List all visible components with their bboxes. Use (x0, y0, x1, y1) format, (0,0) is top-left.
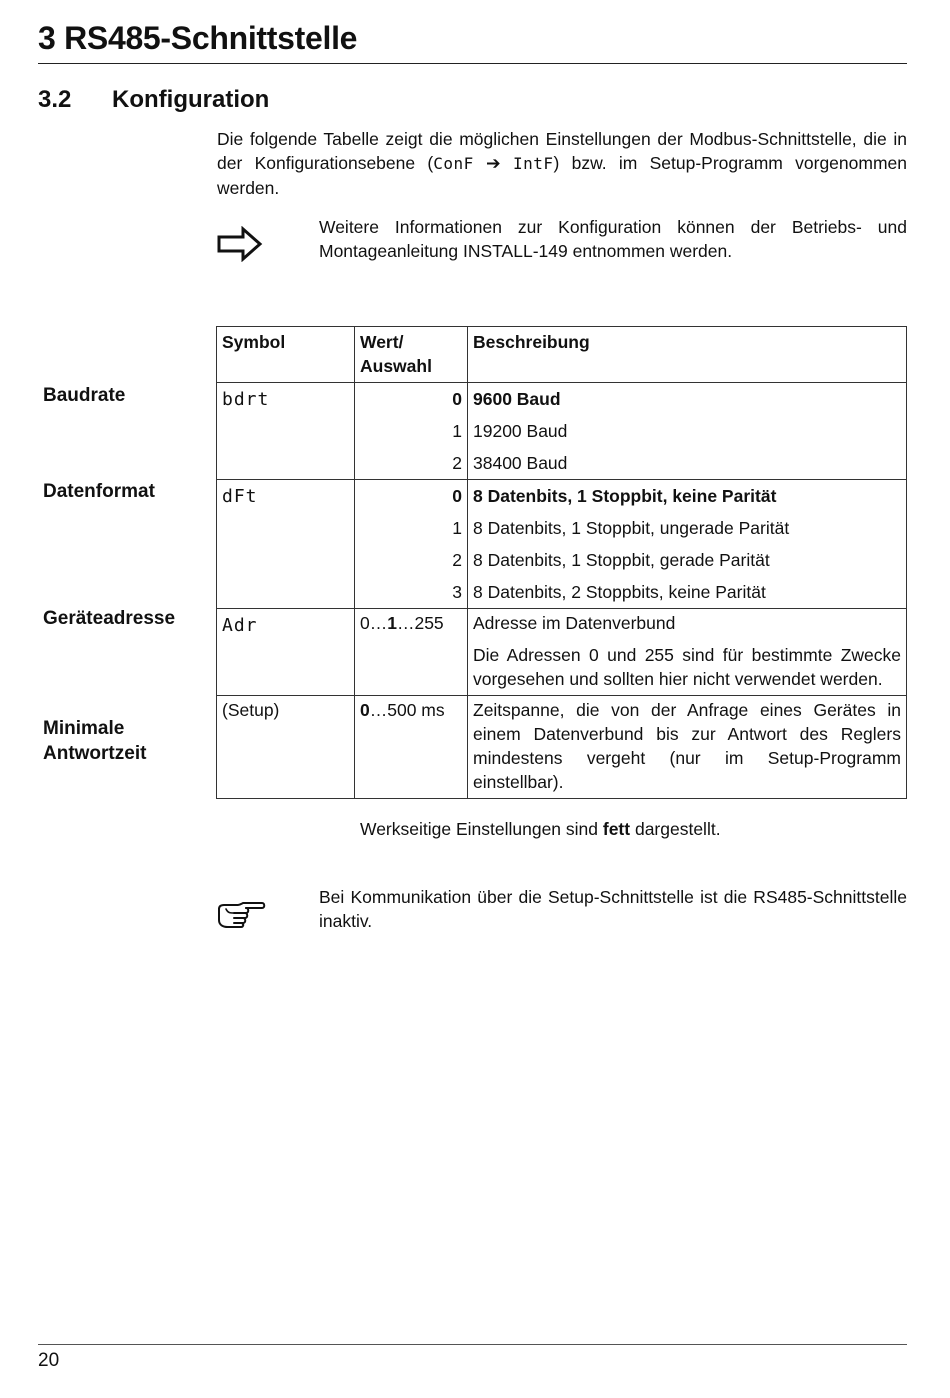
row-label-baudrate: Baudrate (43, 385, 126, 406)
desc-cell: 19200 Baud (468, 415, 907, 447)
footnote-bold: fett (602, 819, 631, 839)
page-number: 20 (38, 1350, 60, 1371)
intro-paragraph (217, 127, 907, 200)
symbol-cell (217, 609, 355, 696)
value-cell: 2 (355, 447, 468, 480)
symbol-cell (217, 383, 355, 480)
value-default: 0 (360, 700, 370, 720)
desc-line-1: Adresse im Datenverbund (473, 613, 676, 633)
footnote-text-1: Werkseitige Einstellungen sind (360, 819, 603, 839)
value-cell (355, 609, 468, 696)
row-label-antwortzeit (43, 716, 146, 766)
intro-arrow: ➔ (473, 153, 513, 173)
arrow-right-icon (217, 226, 263, 262)
table-row (217, 383, 907, 416)
header-beschreibung: Beschreibung (468, 327, 907, 383)
value-cell: 2 (355, 544, 468, 576)
note-info-text: Weitere Informationen zur Konfiguration können der Betriebs- und Montageanleitung INSTALL-149 entnommen werden. (319, 217, 907, 261)
header-wert (355, 327, 468, 383)
value-max: …255 (396, 613, 444, 633)
value-cell: 1 (355, 512, 468, 544)
desc-cell: 8 Datenbits, 2 Stoppbits, keine Parität (468, 576, 907, 609)
desc-cell: 38400 Baud (468, 447, 907, 480)
table-row (217, 609, 907, 696)
table-footnote (360, 817, 721, 841)
lcd-intf: IntF (512, 154, 554, 173)
row-label-antwortzeit-line1: Minimale (43, 718, 125, 739)
section-number: 3.2 (38, 86, 72, 113)
pointing-hand-icon (216, 900, 268, 930)
chapter-divider (38, 63, 907, 64)
row-label-datenformat: Datenformat (43, 481, 155, 502)
configuration-table (216, 326, 907, 799)
value-cell: 1 (355, 415, 468, 447)
header-wert-line2: Auswahl (360, 356, 432, 376)
table-row (217, 696, 907, 799)
value-cell: 0 (355, 480, 468, 513)
desc-cell: 8 Datenbits, 1 Stoppbit, ungerade Parität (468, 512, 907, 544)
symbol-cell: (Setup) (217, 696, 355, 799)
value-cell: 3 (355, 576, 468, 609)
intro-text-1: Die folgende Tabelle zeigt die möglichen Einstellungen der Modbus-Schnittstelle, die in der Konfigurationsebene ( (217, 129, 907, 173)
desc-cell: 8 Datenbits, 1 Stoppbit, keine Parität (468, 480, 907, 513)
lcd-symbol-bdrt: bdrt (222, 389, 270, 410)
section-title: Konfiguration (112, 86, 270, 113)
value-min: 0… (360, 613, 388, 633)
lcd-symbol-adr: Adr (222, 615, 258, 636)
note-hint-text: Bei Kommunikation über die Setup-Schnittstelle ist die RS485-Schnittstelle inaktiv. (319, 887, 907, 931)
desc-cell (468, 609, 907, 696)
table-row (217, 480, 907, 513)
desc-cell: 8 Datenbits, 1 Stoppbit, gerade Parität (468, 544, 907, 576)
row-label-geraeteadresse: Geräteadresse (43, 608, 176, 629)
footer-divider (38, 1344, 907, 1345)
table-header-row (217, 327, 907, 383)
value-rest: …500 ms (369, 700, 445, 720)
row-label-antwortzeit-line2: Antwortzeit (43, 743, 147, 764)
header-symbol: Symbol (217, 327, 355, 383)
footnote-text-2: dargestellt. (630, 819, 721, 839)
header-wert-line1: Wert/ (360, 332, 404, 352)
intro-text-2: ) bzw. im Setup-Programm vorgenommen werden. (217, 153, 908, 198)
value-default: 1 (387, 613, 397, 633)
desc-cell: 9600 Baud (468, 383, 907, 416)
desc-line-2: Die Adressen 0 und 255 sind für bestimmte Zwecke vorgesehen und sollten hier nicht verwendet werden. (473, 645, 901, 689)
value-cell (355, 696, 468, 799)
value-cell: 0 (355, 383, 468, 416)
lcd-conf: ConF (433, 154, 474, 173)
chapter-title: 3 RS485-Schnittstelle (38, 20, 358, 56)
desc-cell: Zeitspanne, die von der Anfrage eines Gerätes in einem Datenverbund bis zur Antwort des Reglers mindestens vergeht (nur im Setup-Programm einstellbar). (468, 696, 907, 799)
lcd-symbol-dft: dFt (222, 486, 258, 507)
symbol-cell (217, 480, 355, 609)
